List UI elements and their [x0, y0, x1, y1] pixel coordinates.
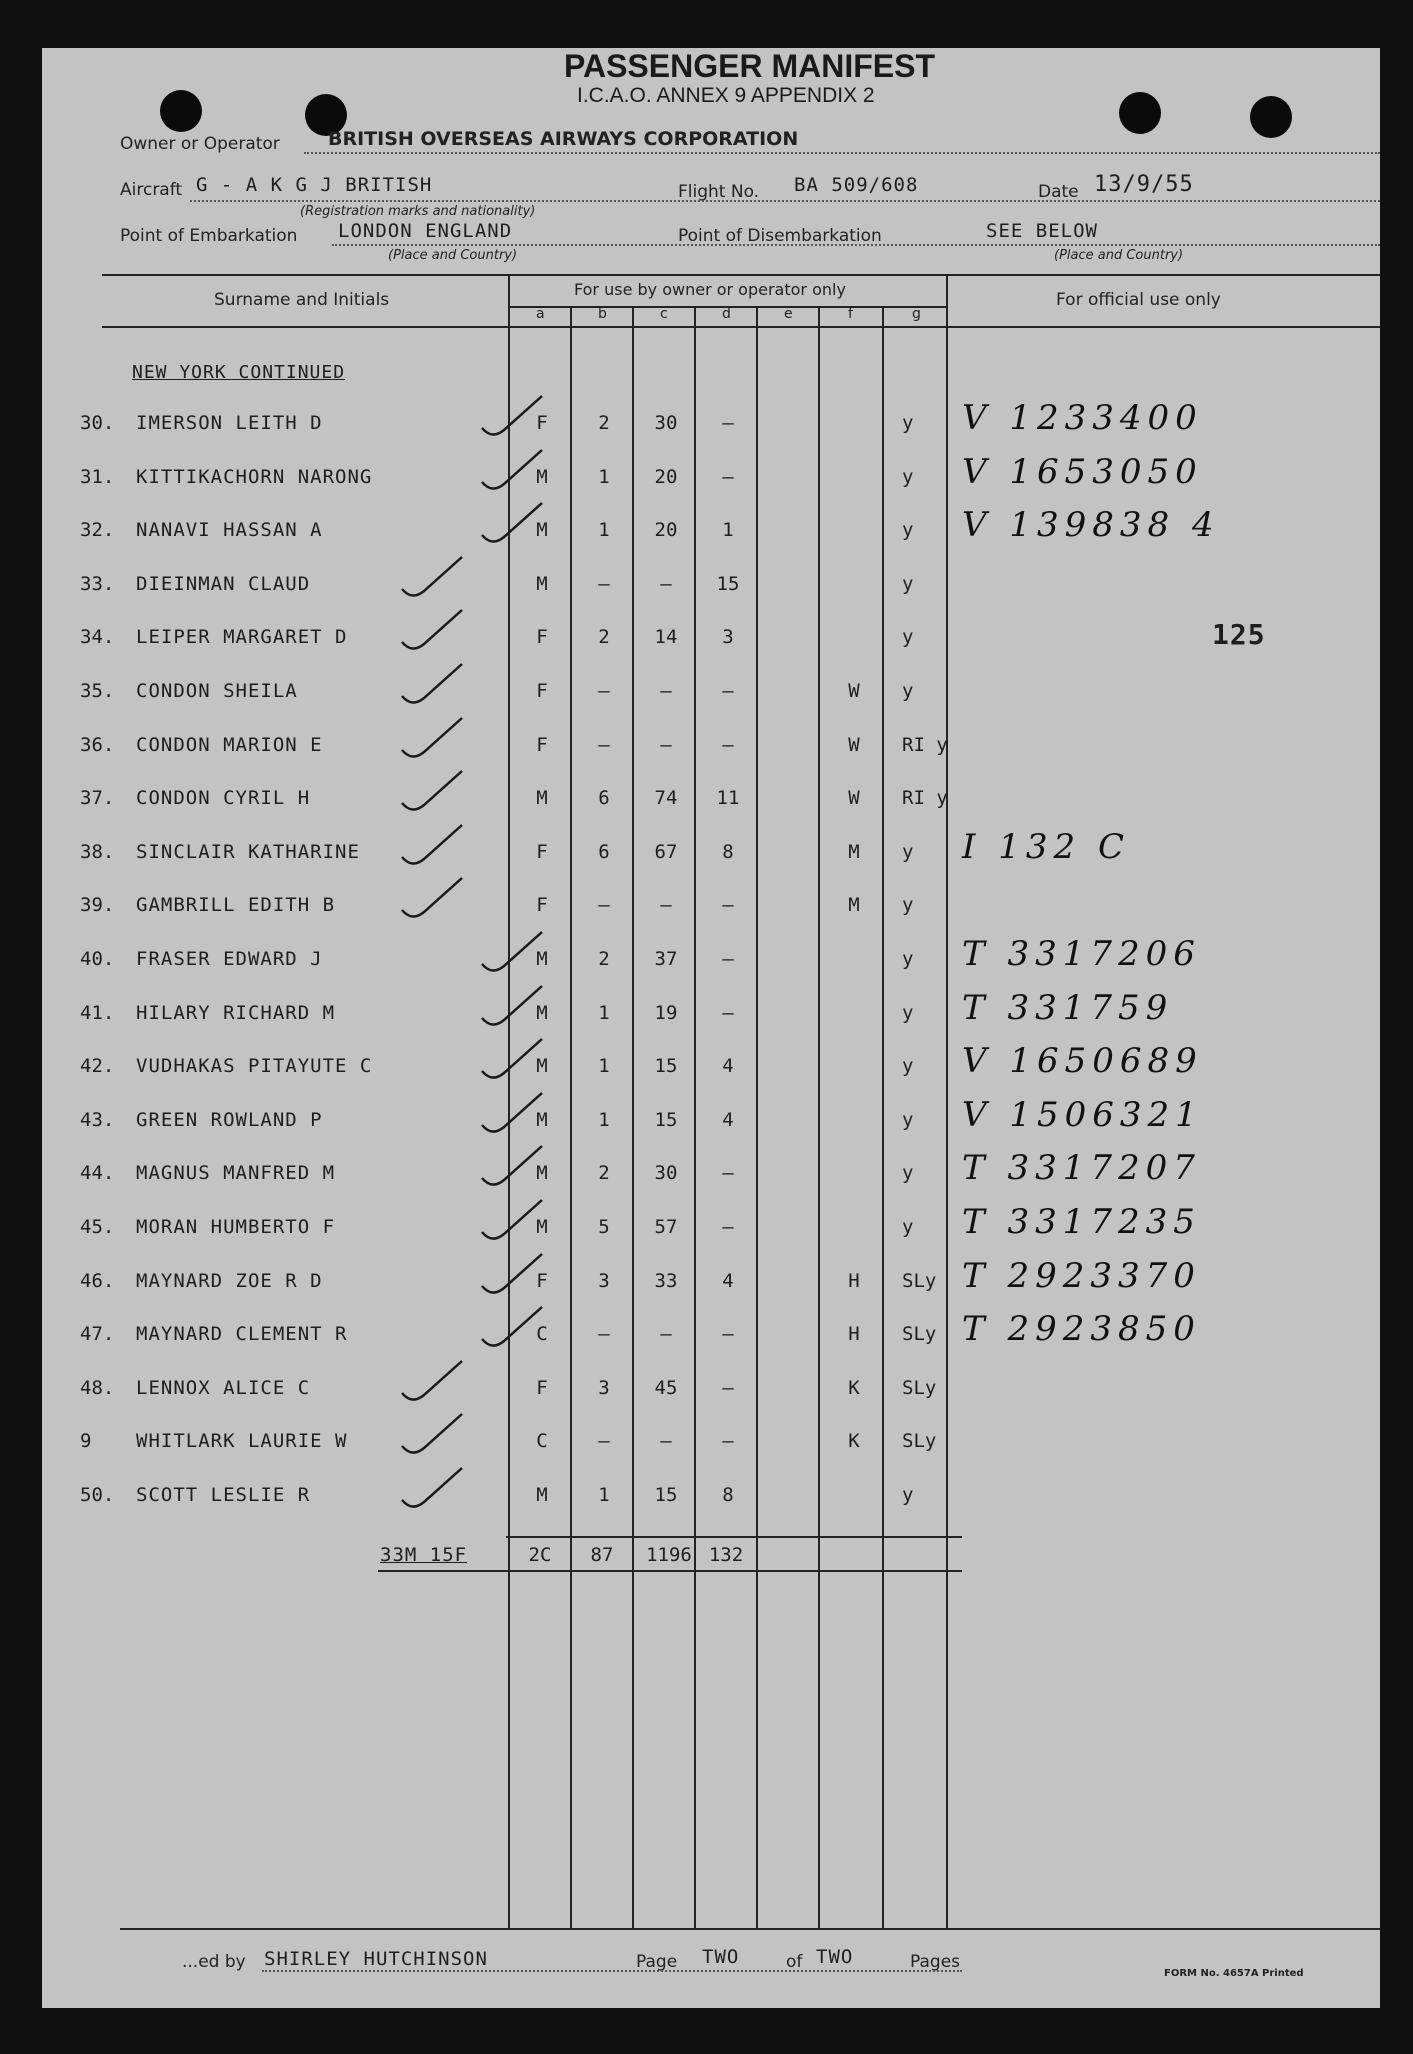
cell-g: SLy — [902, 1430, 937, 1452]
cell-c: 14 — [654, 626, 678, 648]
cell-d: – — [722, 1162, 734, 1184]
cell-f: K — [848, 1377, 860, 1399]
footer-by-label: ...ed by — [182, 1952, 246, 1972]
sub-column-header-e: e — [784, 306, 793, 322]
passenger-name: GREEN ROWLAND P — [136, 1109, 323, 1131]
cell-c: 15 — [654, 1109, 678, 1131]
footer-of-value: TWO — [816, 1946, 854, 1968]
cell-b: 2 — [598, 948, 610, 970]
cell-c: 20 — [654, 519, 678, 541]
cell-b: 2 — [598, 626, 610, 648]
official-entry: T 3317206 — [962, 934, 1201, 974]
row-number: 40. — [80, 948, 115, 970]
sub-column-header-d: d — [722, 306, 731, 322]
official-entry: 125 — [1212, 618, 1266, 651]
cell-c: – — [660, 1323, 672, 1345]
cell-g: y — [902, 1109, 914, 1131]
passenger-name: CONDON MARION E — [136, 734, 323, 756]
cell-f: H — [848, 1270, 860, 1292]
cell-g: y — [902, 626, 914, 648]
passenger-name: SCOTT LESLIE R — [136, 1484, 311, 1506]
embark-note: (Place and Country) — [388, 248, 518, 263]
cell-a: F — [536, 412, 548, 434]
passenger-name: CONDON SHEILA — [136, 680, 298, 702]
owner-label: Owner or Operator — [120, 134, 280, 154]
check-mark — [402, 664, 462, 703]
row-number: 34. — [80, 626, 115, 648]
row-number: 41. — [80, 1002, 115, 1024]
check-mark — [482, 1307, 542, 1346]
cell-d: – — [722, 1377, 734, 1399]
cell-a: F — [536, 1377, 548, 1399]
check-mark — [402, 825, 462, 864]
passenger-name: MAGNUS MANFRED M — [136, 1162, 336, 1184]
surname-header: Surname and Initials — [214, 290, 390, 310]
flight-value: BA 509/608 — [794, 174, 919, 196]
cell-f: M — [848, 841, 860, 863]
cell-d: – — [722, 1323, 734, 1345]
cell-c: – — [660, 573, 672, 595]
cell-g: y — [902, 948, 914, 970]
cell-a: M — [536, 1109, 548, 1131]
date-label: Date — [1038, 182, 1079, 202]
passenger-name: NANAVI HASSAN A — [136, 519, 323, 541]
passenger-name: LENNOX ALICE C — [136, 1377, 311, 1399]
cell-b: – — [598, 734, 610, 756]
sub-column-header-a: a — [536, 306, 545, 322]
passenger-name: FRASER EDWARD J — [136, 948, 323, 970]
sub-column-header-f: f — [848, 306, 853, 322]
check-mark — [482, 396, 542, 435]
cell-d: – — [722, 1430, 734, 1452]
owner-use-header: For use by owner or operator only — [574, 280, 846, 299]
form-number: FORM No. 4657A Printed — [1164, 1968, 1304, 1979]
footer-page-value: TWO — [702, 1946, 740, 1968]
row-number: 9 — [80, 1430, 92, 1452]
cell-b: 3 — [598, 1377, 610, 1399]
check-mark — [402, 771, 462, 810]
check-mark — [402, 1414, 462, 1453]
total-b: 87 — [590, 1544, 614, 1566]
cell-a: M — [536, 1162, 548, 1184]
cell-a: C — [536, 1430, 548, 1452]
passenger-name: GAMBRILL EDITH B — [136, 894, 336, 916]
passenger-name: LEIPER MARGARET D — [136, 626, 348, 648]
cell-c: 37 — [654, 948, 678, 970]
flight-label: Flight No. — [678, 182, 760, 202]
official-entry: V 1653050 — [962, 452, 1203, 492]
date-value: 13/9/55 — [1094, 172, 1194, 197]
cell-g: y — [902, 1484, 914, 1506]
passenger-name: MAYNARD CLEMENT R — [136, 1323, 348, 1345]
check-mark — [402, 718, 462, 757]
cell-g: y — [902, 894, 914, 916]
cell-c: 15 — [654, 1484, 678, 1506]
sub-column-header-g: g — [912, 306, 921, 322]
cell-b: – — [598, 573, 610, 595]
cell-a: M — [536, 787, 548, 809]
row-number: 44. — [80, 1162, 115, 1184]
official-entry: T 3317235 — [962, 1202, 1201, 1242]
row-number: 42. — [80, 1055, 115, 1077]
cell-a: M — [536, 466, 548, 488]
cell-a: M — [536, 1055, 548, 1077]
cell-b: 3 — [598, 1270, 610, 1292]
check-marks-layer — [42, 48, 1380, 2008]
cell-c: 45 — [654, 1377, 678, 1399]
manifest-sheet — [42, 48, 1380, 2008]
row-number: 39. — [80, 894, 115, 916]
official-entry: T 2923850 — [962, 1309, 1201, 1349]
official-entry: V 1233400 — [962, 398, 1203, 438]
cell-d: 4 — [722, 1109, 734, 1131]
row-number: 46. — [80, 1270, 115, 1292]
cell-d: – — [722, 680, 734, 702]
cell-b: 1 — [598, 519, 610, 541]
cell-g: SLy — [902, 1377, 937, 1399]
total-c: 1196 — [646, 1544, 692, 1566]
embark-label: Point of Embarkation — [120, 226, 298, 246]
cell-f: H — [848, 1323, 860, 1345]
check-mark — [482, 503, 542, 542]
check-mark — [482, 932, 542, 971]
total-d: 132 — [708, 1544, 744, 1566]
check-mark — [482, 1200, 542, 1239]
registration-note: (Registration marks and nationality) — [300, 204, 536, 219]
cell-g: SLy — [902, 1270, 937, 1292]
cell-c: – — [660, 894, 672, 916]
check-mark — [402, 1361, 462, 1400]
cell-g: y — [902, 466, 914, 488]
cell-b: – — [598, 894, 610, 916]
passenger-name: MAYNARD ZOE R D — [136, 1270, 323, 1292]
cell-a: M — [536, 1216, 548, 1238]
cell-b: 6 — [598, 787, 610, 809]
official-entry: V 1650689 — [962, 1041, 1203, 1081]
cell-d: – — [722, 466, 734, 488]
cell-g: y — [902, 573, 914, 595]
passenger-name: HILARY RICHARD M — [136, 1002, 336, 1024]
cell-d: – — [722, 948, 734, 970]
cell-f: W — [848, 787, 860, 809]
row-number: 47. — [80, 1323, 115, 1345]
aircraft-label: Aircraft — [120, 180, 183, 200]
cell-d: 4 — [722, 1055, 734, 1077]
footer-page-label: Page — [636, 1952, 678, 1972]
passenger-name: WHITLARK LAURIE W — [136, 1430, 348, 1452]
passenger-name: DIEINMAN CLAUD — [136, 573, 311, 595]
cell-c: 33 — [654, 1270, 678, 1292]
row-number: 33. — [80, 573, 115, 595]
check-mark — [482, 986, 542, 1025]
row-number: 45. — [80, 1216, 115, 1238]
embark-value: LONDON ENGLAND — [338, 220, 513, 242]
check-mark — [482, 1146, 542, 1185]
cell-g: RI y — [902, 734, 948, 756]
cell-d: – — [722, 412, 734, 434]
cell-c: 15 — [654, 1055, 678, 1077]
official-entry: V 139838 4 — [962, 505, 1220, 545]
passenger-name: MORAN HUMBERTO F — [136, 1216, 336, 1238]
page-subtitle: I.C.A.O. ANNEX 9 APPENDIX 2 — [577, 84, 875, 107]
cell-g: SLy — [902, 1323, 937, 1345]
cell-d: 8 — [722, 841, 734, 863]
cell-b: 6 — [598, 841, 610, 863]
official-entry: T 331759 — [962, 988, 1174, 1028]
cell-g: y — [902, 1055, 914, 1077]
cell-a: M — [536, 573, 548, 595]
passenger-name: VUDHAKAS PITAYUTE C — [136, 1055, 373, 1077]
cell-b: 2 — [598, 1162, 610, 1184]
cell-g: y — [902, 680, 914, 702]
cell-g: y — [902, 412, 914, 434]
sub-column-header-b: b — [598, 306, 607, 322]
row-number: 38. — [80, 841, 115, 863]
passenger-name: CONDON CYRIL H — [136, 787, 311, 809]
cell-g: RI y — [902, 787, 948, 809]
row-number: 36. — [80, 734, 115, 756]
page-title: PASSENGER MANIFEST — [564, 48, 935, 84]
row-number: 48. — [80, 1377, 115, 1399]
footer-by-value: SHIRLEY HUTCHINSON — [264, 1948, 488, 1970]
cell-b: 1 — [598, 1055, 610, 1077]
check-mark — [402, 610, 462, 649]
cell-f: K — [848, 1430, 860, 1452]
official-header: For official use only — [1056, 290, 1221, 310]
cell-c: – — [660, 680, 672, 702]
cell-d: 11 — [716, 787, 740, 809]
passenger-name: KITTIKACHORN NARONG — [136, 466, 373, 488]
row-number: 35. — [80, 680, 115, 702]
cell-a: M — [536, 1484, 548, 1506]
check-mark — [482, 1254, 542, 1293]
cell-g: y — [902, 841, 914, 863]
cell-a: M — [536, 1002, 548, 1024]
sub-column-header-c: c — [660, 306, 668, 322]
cell-d: 4 — [722, 1270, 734, 1292]
check-mark — [402, 557, 462, 596]
cell-b: – — [598, 680, 610, 702]
cell-g: y — [902, 1162, 914, 1184]
cell-c: 30 — [654, 1162, 678, 1184]
official-entry: I 132 C — [962, 827, 1130, 867]
cell-b: 1 — [598, 466, 610, 488]
owner-value: BRITISH OVERSEAS AIRWAYS CORPORATION — [328, 128, 799, 150]
row-number: 37. — [80, 787, 115, 809]
cell-c: – — [660, 734, 672, 756]
cell-a: C — [536, 1323, 548, 1345]
disembark-value: SEE BELOW — [986, 220, 1098, 242]
cell-b: 2 — [598, 412, 610, 434]
row-number: 31. — [80, 466, 115, 488]
disembark-note: (Place and Country) — [1054, 248, 1184, 263]
cell-a: M — [536, 519, 548, 541]
cell-d: 3 — [722, 626, 734, 648]
footer-pages-label: Pages — [910, 1952, 961, 1972]
check-mark — [402, 1468, 462, 1507]
cell-f: W — [848, 734, 860, 756]
cell-d: – — [722, 894, 734, 916]
cell-c: 57 — [654, 1216, 678, 1238]
cell-d: 15 — [716, 573, 740, 595]
cell-b: 1 — [598, 1002, 610, 1024]
official-entry: T 3317207 — [962, 1148, 1201, 1188]
check-mark — [402, 878, 462, 917]
cell-g: y — [902, 1002, 914, 1024]
cell-b: – — [598, 1430, 610, 1452]
cell-c: 19 — [654, 1002, 678, 1024]
cell-d: – — [722, 1002, 734, 1024]
cell-c: – — [660, 1430, 672, 1452]
cell-a: F — [536, 841, 548, 863]
cell-c: 74 — [654, 787, 678, 809]
passenger-name: IMERSON LEITH D — [136, 412, 323, 434]
cell-a: F — [536, 734, 548, 756]
cell-b: 1 — [598, 1109, 610, 1131]
official-entry: V 1506321 — [962, 1095, 1203, 1135]
cell-b: – — [598, 1323, 610, 1345]
cell-b: 5 — [598, 1216, 610, 1238]
cell-a: M — [536, 948, 548, 970]
section-heading: NEW YORK CONTINUED — [132, 362, 346, 383]
cell-c: 20 — [654, 466, 678, 488]
cell-c: 30 — [654, 412, 678, 434]
cell-g: y — [902, 519, 914, 541]
cell-d: 8 — [722, 1484, 734, 1506]
row-number: 32. — [80, 519, 115, 541]
row-number: 50. — [80, 1484, 115, 1506]
official-entry: T 2923370 — [962, 1256, 1201, 1296]
cell-c: 67 — [654, 841, 678, 863]
row-number: 43. — [80, 1109, 115, 1131]
cell-a: F — [536, 680, 548, 702]
footer-of-label: of — [786, 1952, 803, 1972]
aircraft-value: G - A K G J BRITISH — [196, 174, 433, 196]
disembark-label: Point of Disembarkation — [678, 226, 882, 246]
total-a: 2C — [528, 1544, 552, 1566]
check-mark — [482, 1093, 542, 1132]
totals-label: 33M 15F — [380, 1544, 468, 1566]
check-mark — [482, 450, 542, 489]
cell-b: 1 — [598, 1484, 610, 1506]
cell-a: F — [536, 1270, 548, 1292]
cell-f: W — [848, 680, 860, 702]
row-number: 30. — [80, 412, 115, 434]
check-mark — [482, 1039, 542, 1078]
cell-a: F — [536, 626, 548, 648]
cell-d: – — [722, 734, 734, 756]
cell-f: M — [848, 894, 860, 916]
cell-d: 1 — [722, 519, 734, 541]
cell-a: F — [536, 894, 548, 916]
passenger-name: SINCLAIR KATHARINE — [136, 841, 360, 863]
cell-d: – — [722, 1216, 734, 1238]
cell-g: y — [902, 1216, 914, 1238]
